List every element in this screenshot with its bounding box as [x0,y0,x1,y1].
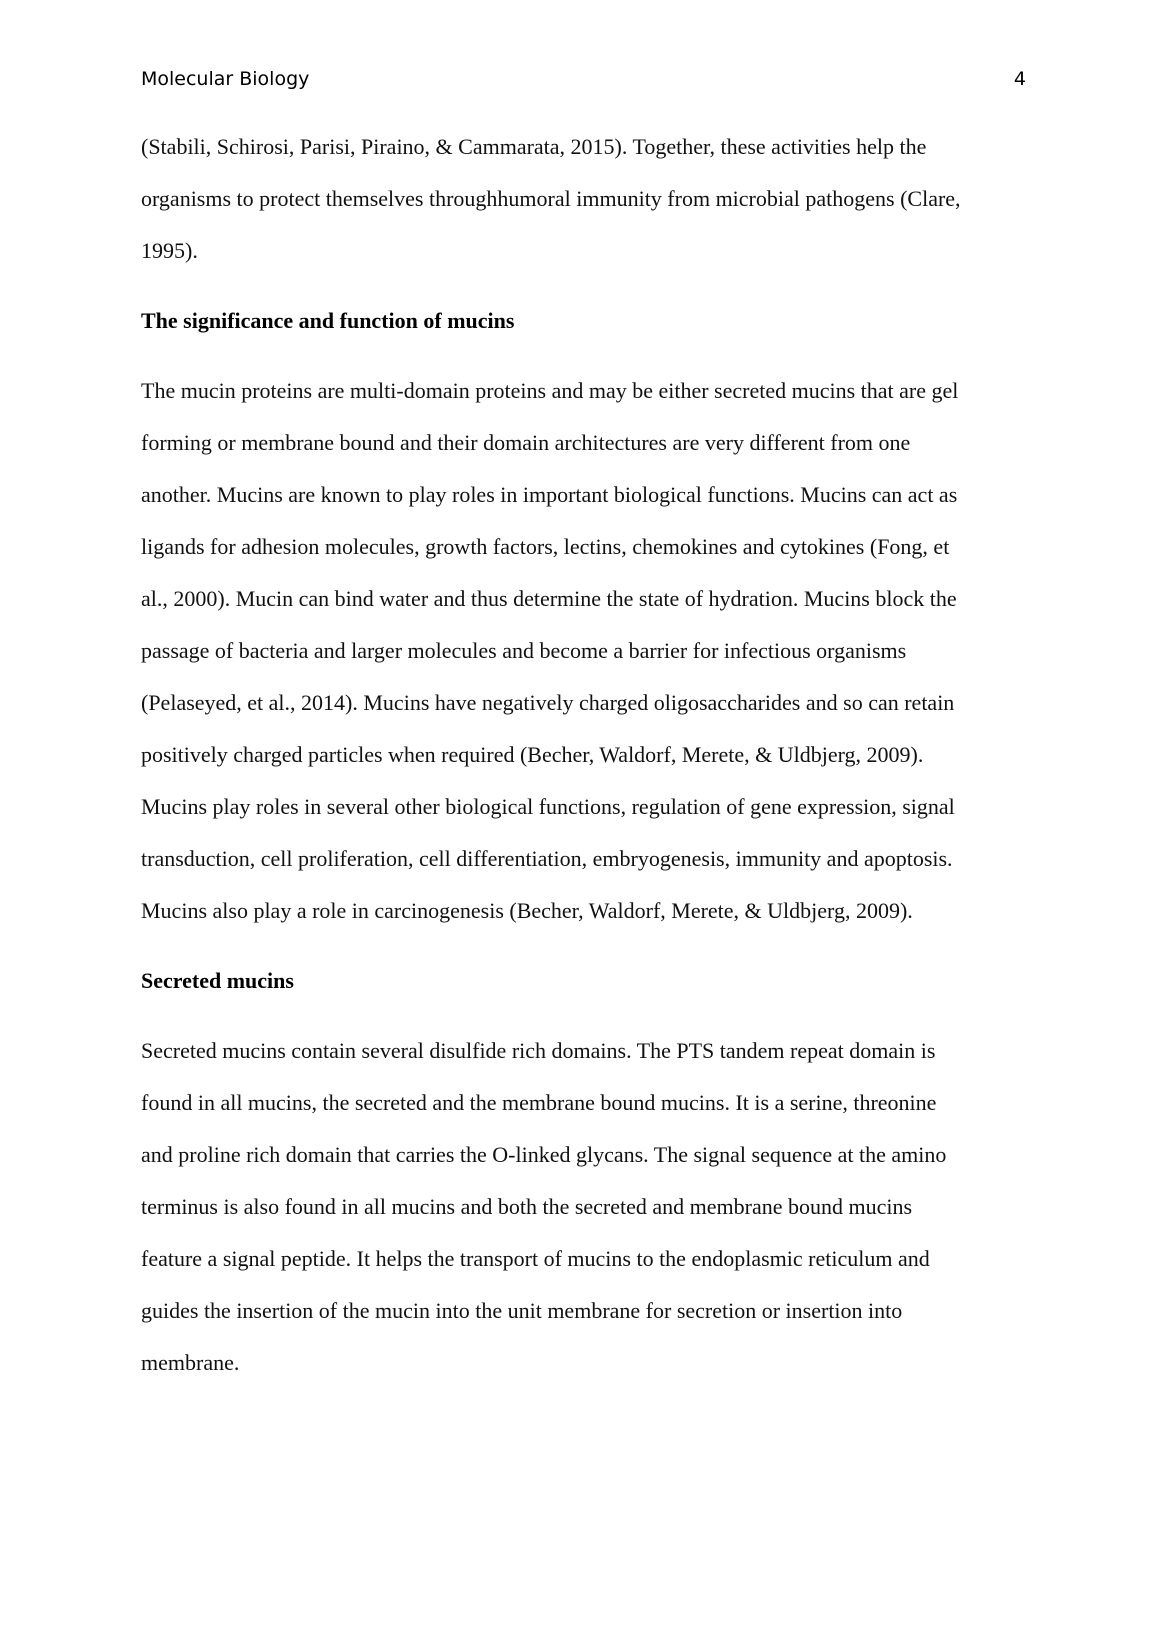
text-line: found in all mucins, the secreted and the membrane bound mucins. It is a serine, threonine [141,1090,937,1115]
page-number: 4 [1013,68,1026,90]
text-line: Secreted mucins contain several disulfide rich domains. The PTS tandem repeat domain is [141,1038,936,1063]
text-line: Mucins also play a role in carcinogenesis (Becher, Waldorf, Merete, & Uldbjerg, 2009). [141,898,913,923]
text-line: terminus is also found in all mucins and both the secreted and membrane bound mucins [141,1194,913,1219]
text-line: Mucins play roles in several other biological functions, regulation of gene expression, signal [141,794,955,819]
text-line: ligands for adhesion molecules, growth factors, lectins, chemokines and cytokines (Fong, et [141,534,950,559]
text-line: another. Mucins are known to play roles in important biological functions. Mucins can act as [141,482,958,507]
text-line: forming or membrane bound and their domain architectures are very different from one [141,430,911,455]
text-line: The mucin proteins are multi-domain proteins and may be either secreted mucins that are gel [141,378,959,403]
text-line: passage of bacteria and larger molecules and become a barrier for infectious organisms [141,638,907,663]
running-head: Molecular Biology [141,68,310,90]
text-line: guides the insertion of the mucin into the unit membrane for secretion or insertion into [141,1298,903,1323]
section-heading-significance: The significance and function of mucins [141,308,515,333]
text-line: organisms to protect themselves throughhumoral immunity from microbial pathogens (Clare, [141,186,961,211]
text-line: transduction, cell proliferation, cell differentiation, embryogenesis, immunity and apoptosis. [141,846,953,871]
text-line: feature a signal peptide. It helps the transport of mucins to the endoplasmic reticulum and [141,1246,930,1271]
text-line: and proline rich domain that carries the O-linked glycans. The signal sequence at the amino [141,1142,947,1167]
text-line: (Stabili, Schirosi, Parisi, Piraino, & Cammarata, 2015). Together, these activities help the [141,134,927,159]
text-line: membrane. [141,1350,240,1375]
section-heading-secreted-mucins: Secreted mucins [141,968,294,993]
text-line: positively charged particles when required (Becher, Waldorf, Merete, & Uldbjerg, 2009). [141,742,924,767]
text-line: 1995). [141,238,198,263]
text-line: (Pelaseyed, et al., 2014). Mucins have negatively charged oligosaccharides and so can retain [141,690,955,715]
text-line: al., 2000). Mucin can bind water and thus determine the state of hydration. Mucins block the [141,586,957,611]
